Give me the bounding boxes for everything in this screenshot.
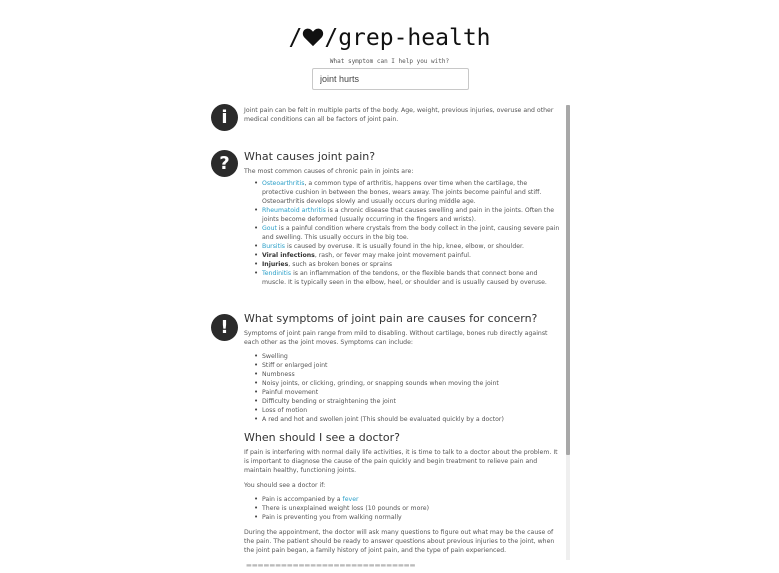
symptoms-list: [244, 352, 560, 424]
cause-item: • Osteoarthritis, a common type of arthritis, happens over time when the cartilage, the protective cushion in between the bones, wears away. The joints become painful and stiff. Osteoarthritis develops slowly and usually occurs during middle age.: [254, 179, 560, 206]
logo-slash: /: [288, 25, 303, 51]
doctor-paragraph-3: During the appointment, the doctor will ask many questions to figure out what may be the cause of the pain. The patient should be ready to answer questions about previous injuries to the joint, when the joint pain began, a family history of joint pain, and the type of pain experienced.: [244, 529, 555, 554]
causes-list: [244, 179, 560, 287]
heart-icon: [302, 27, 324, 47]
symptom-item: • Noisy joints, or clicking, grinding, or snapping sounds when moving the joint: [254, 379, 560, 388]
cause-item: • Rheumatoid arthritis is a chronic disease that causes swelling and pain in the joints. Often the joints become deformed (usually occurring in the fingers and wrists).: [254, 206, 560, 224]
logo-text: /grep-health: [324, 25, 491, 51]
exclamation-icon: !: [211, 314, 238, 341]
cause-item: • Gout is a painful condition where crystals from the body collect in the joint, causing severe pain and swelling. This usually occurs in the big toe.: [254, 224, 560, 242]
doctor-item: • There is unexplained weight loss (10 pounds or more): [254, 504, 560, 513]
symptom-item: • Swelling: [254, 352, 560, 361]
intro-text: Joint pain can be felt in multiple parts of the body. Age, weight, previous injuries, overuse and other medical conditions can all be factors of joint pain.: [244, 107, 554, 123]
doctor-paragraph-1: If pain is interfering with normal daily life activities, it is time to talk to a doctor about the problem. It is important to diagnose the cause of the pain quickly and begin treatment to relieve pain and maintain healthy, functioning joints.: [244, 449, 558, 474]
cause-link-bursitis[interactable]: Bursitis: [262, 243, 286, 250]
doctor-heading: When should I see a doctor?: [244, 431, 400, 444]
symptoms-heading: What symptoms of joint pain are causes for concern?: [244, 312, 538, 325]
symptom-item: • Stiff or enlarged joint: [254, 361, 560, 370]
cause-item: • Bursitis is caused by overuse. It is usually found in the hip, knee, elbow, or shoulder.: [254, 242, 560, 251]
cause-link-gout[interactable]: Gout: [262, 225, 277, 232]
cause-link-osteoarthritis[interactable]: Osteoarthritis: [262, 180, 305, 187]
question-icon: ?: [211, 150, 238, 177]
search-prompt: What symptom can I help you with?: [329, 58, 450, 65]
cause-link-tendinitis[interactable]: Tendinitis: [262, 270, 292, 277]
symptoms-lead: Symptoms of joint pain range from mild to disabling. Without cartilage, bones rub directly against each other as the joint moves. Symptoms can include:: [244, 330, 548, 346]
info-icon: i: [211, 104, 238, 131]
doctor-paragraph-2: You should see a doctor if:: [244, 482, 326, 489]
symptom-item: • Loss of motion: [254, 406, 560, 415]
symptom-item: • Numbness: [254, 370, 560, 379]
cause-link-rheumatoid-arthritis[interactable]: Rheumatoid arthritis: [262, 207, 326, 214]
cause-item: • Injuries, such as broken bones or sprains: [254, 260, 560, 269]
site-logo[interactable]: [0, 24, 779, 52]
symptom-item: • A red and hot and swollen joint (This should be evaluated quickly by a doctor): [254, 415, 560, 424]
doctor-list: [244, 495, 560, 522]
symptom-item: • Difficulty bending or straightening the joint: [254, 397, 560, 406]
doctor-item: • Pain is accompanied by a fever: [254, 495, 560, 504]
fever-link[interactable]: fever: [342, 496, 359, 503]
cause-term-injuries: Injuries: [262, 261, 289, 268]
doctor-item: • Pain is preventing you from walking normally: [254, 513, 560, 522]
results-panel: [205, 100, 575, 569]
causes-heading: What causes joint pain?: [244, 150, 376, 163]
clipped-paragraph: ▬▬▬▬▬▬▬▬▬▬▬▬▬▬▬▬▬▬▬▬▬▬▬▬▬▬▬▬▬: [244, 562, 416, 569]
symptom-item: • Painful movement: [254, 388, 560, 397]
cause-item: • Tendinitis is an inflammation of the tendons, or the flexible bands that connect bone and muscle. It is typically seen in the elbow, heel, or shoulder and is usually caused by overuse.: [254, 269, 560, 287]
causes-lead: The most common causes of chronic pain in joints are:: [244, 168, 414, 175]
symptom-search-input[interactable]: [312, 68, 469, 90]
cause-item: • Viral infections, rash, or fever may make joint movement painful.: [254, 251, 560, 260]
cause-term-viral-infections: Viral infections: [262, 252, 315, 259]
